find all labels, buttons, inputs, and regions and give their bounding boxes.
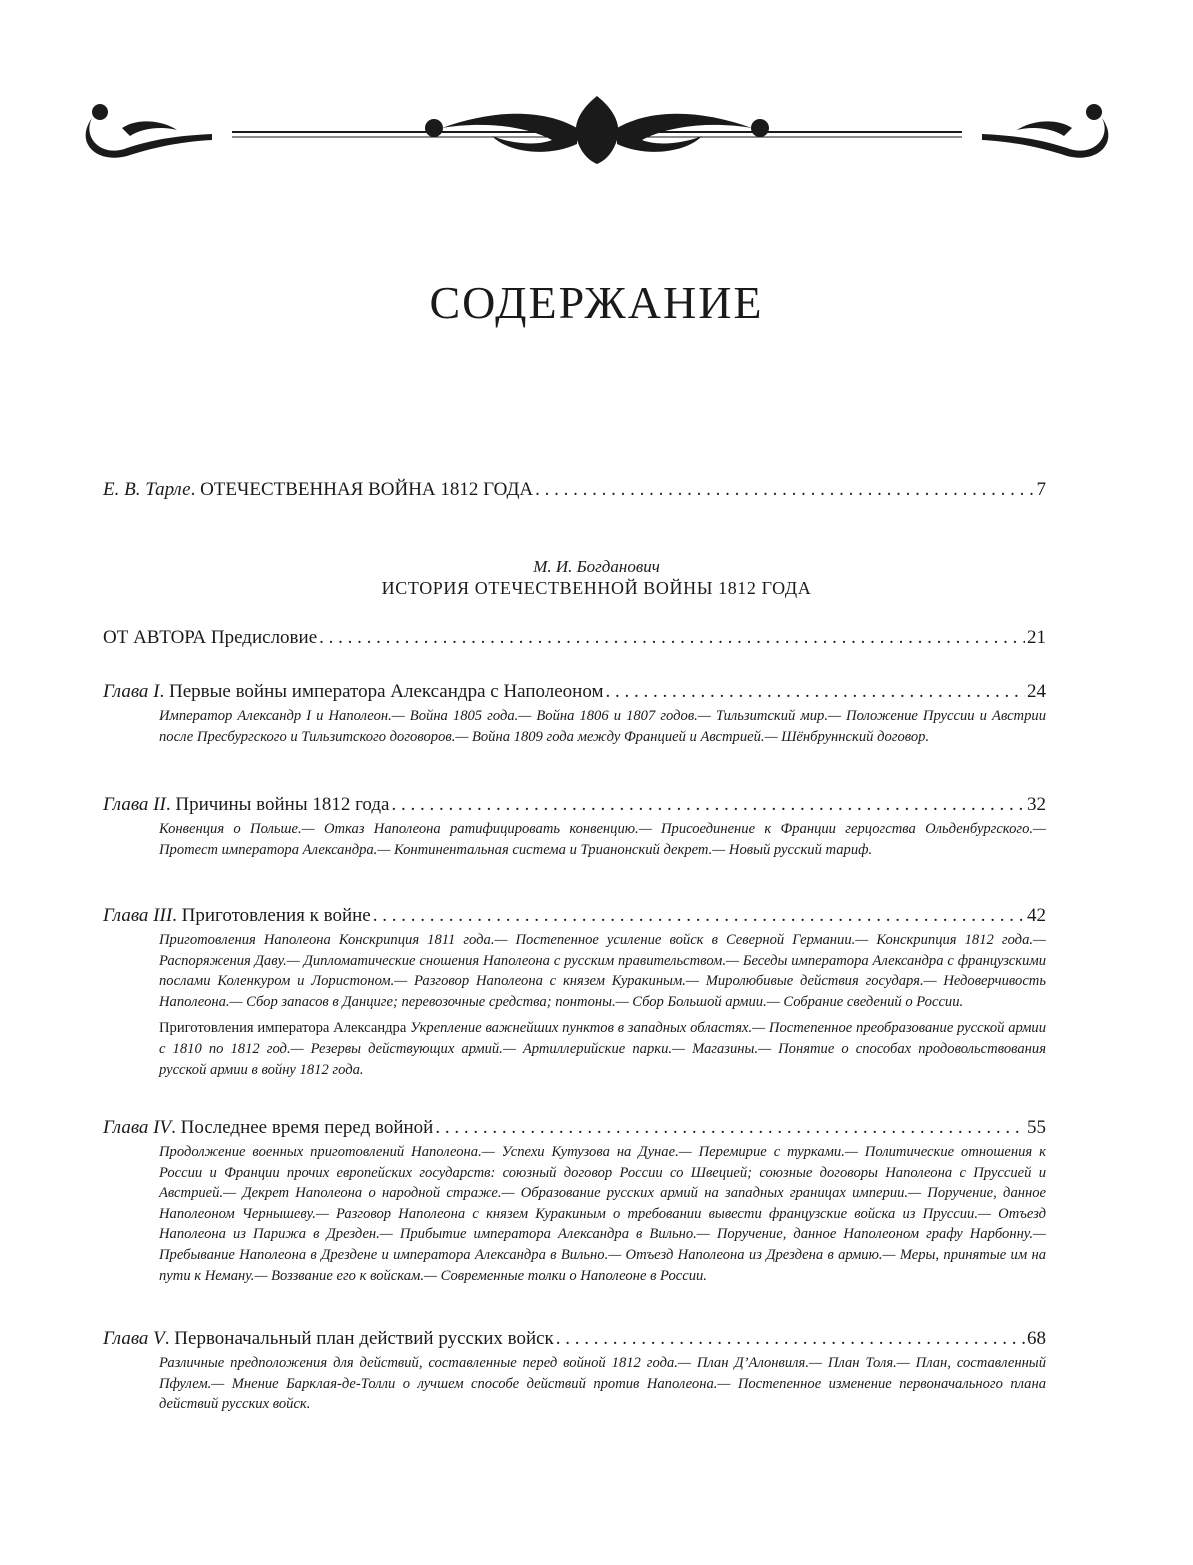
toc-entry-tarle[interactable] [103, 479, 1046, 501]
leader-dots [319, 627, 1025, 649]
toc-entry-chapter-1[interactable] [103, 681, 1046, 747]
leader-dots [435, 1117, 1025, 1139]
chapter-summary: Конвенция о Польше.— Отказ Наполеона ратифицировать конвенцию.— Присоединение к Франции герцогства Ольденбургского.— Протест императора Александра.— Континентальная система и Трианонский декрет.— Новый русский тариф. [159, 821, 1046, 858]
chapter-number: Глава I [103, 681, 160, 702]
chapter-title: . Приготовления к войне [172, 905, 371, 926]
leader-dots [373, 905, 1025, 927]
page-number: 42 [1027, 905, 1046, 926]
ornament-header [82, 88, 1112, 168]
chapter-number: Глава V [103, 1328, 165, 1349]
preface-label: ОТ АВТОРА Предисловие [103, 627, 318, 648]
bogdanovich-title: ИСТОРИЯ ОТЕЧЕСТВЕННОЙ ВОЙНЫ 1812 ГОДА [381, 578, 812, 598]
chapter-summary: Император Александр I и Наполеон.— Война 1805 года.— Война 1806 и 1807 годов.— Тильзитский мир.— Положение Пруссии и Австрии после Пресбургского и Тильзитского договоров.— Война 1809 года между Францией и Австрией.— Шёнбруннский договор. [159, 708, 1046, 745]
tarle-author: Е. В. Тарле [103, 479, 191, 500]
toc-entry-chapter-3[interactable] [103, 905, 1046, 1080]
leader-dots [556, 1328, 1025, 1350]
chapter-title: . Последнее время перед войной [171, 1117, 434, 1138]
tarle-title: . ОТЕЧЕСТВЕННАЯ ВОЙНА 1812 ГОДА [190, 479, 534, 500]
leader-dots [535, 479, 1034, 501]
chapter-number: Глава III [103, 905, 173, 926]
page-number: 55 [1027, 1117, 1046, 1138]
central-acanthus-icon [425, 96, 769, 164]
chapter-title: . Первоначальный план действий русских войск [164, 1328, 554, 1349]
toc-entry-chapter-5[interactable] [103, 1328, 1046, 1415]
right-scroll-icon [982, 104, 1108, 158]
leader-dots [606, 681, 1025, 703]
summary-text: Укрепление важнейших пунктов в западных областях.— Постепенное преобразование русской армии с 1810 по 1812 год.— Резервы действующих армий.— Артиллерийские парки.— Магазины.— Понятие о способах продовольствования русской армии в войну 1812 года. [159, 1020, 1046, 1078]
page-number: 68 [1027, 1328, 1046, 1349]
left-scroll-icon [86, 104, 212, 158]
page-number: 21 [1027, 627, 1046, 648]
page-title: СОДЕРЖАНИЕ [429, 277, 764, 328]
chapter-number: Глава IV [103, 1117, 172, 1138]
leader-dots [391, 794, 1025, 816]
toc-entry-preface[interactable] [103, 627, 1046, 649]
chapter-summary: Приготовления Наполеона Конскрипция 1811 года.— Постепенное усиление войск в Северной Германии.— Конскрипция 1812 года.— Распоряжения Даву.— Дипломатические сношения Наполеона с русским правительством.— Беседы императора Александра с французскими послами Коленкуром и Лористоном.— Разговор Наполеона с князем Куракиным.— Миролюбивые действия государя.— Недоверчивость Наполеона.— Сбор запасов в Данциге; перевозочные средства; понтоны.— Сбор Большой армии.— Собрание сведений о России. [159, 932, 1046, 1010]
chapter-title: . Первые войны императора Александра с Наполеоном [159, 681, 604, 702]
toc-entry-chapter-4[interactable] [103, 1117, 1046, 1286]
toc-entry-chapter-2[interactable] [103, 794, 1046, 860]
bogdanovich-author: М. И. Богданович [533, 557, 660, 576]
chapter-summary-2 [159, 1018, 1046, 1080]
chapter-summary: Различные предположения для действий, составленные перед войной 1812 года.— План Д’Алонвиля.— План Толя.— План, составленный Пфулем.— Мнение Барклая-де-Толли о лучшем способе действий против Наполеона.— Постепенное изменение первоначального плана действий русских войск. [159, 1355, 1046, 1413]
chapter-summary: Продолжение военных приготовлений Наполеона.— Успехи Кутузова на Дунае.— Перемирие с турками.— Политические отношения к России и Франции прочих европейских государств: союзный договор России со Швецией; союзные договоры Наполеона с Пруссией и Австрией.— Декрет Наполеона о народной страже.— Образование русских армий на западных границах империи.— Поручение, данное Наполеоном Чернышеву.— Разговор Наполеона с князем Куракиным о требовании вывести французские войска из Пруссии.— Отъезд Наполеона из Парижа в Дрезден.— Прибытие императора Александра в Вильно.— Поручение, данное Наполеоном графу Нарбонну.— Пребывание Наполеона в Дрездене и императора Александра в Вильно.— Отъезд Наполеона из Дрездена в армию.— Меры, принятые им на пути к Неману.— Воззвание его к войскам.— Современные толки о Наполеоне в России. [159, 1144, 1046, 1284]
chapter-number: Глава II [103, 794, 166, 815]
page-number: 7 [1036, 479, 1046, 500]
summary-subhead: Приготовления императора Александра [159, 1020, 407, 1037]
page-number: 32 [1027, 794, 1046, 815]
page-number: 24 [1027, 681, 1046, 702]
chapter-title: . Причины войны 1812 года [165, 794, 390, 815]
